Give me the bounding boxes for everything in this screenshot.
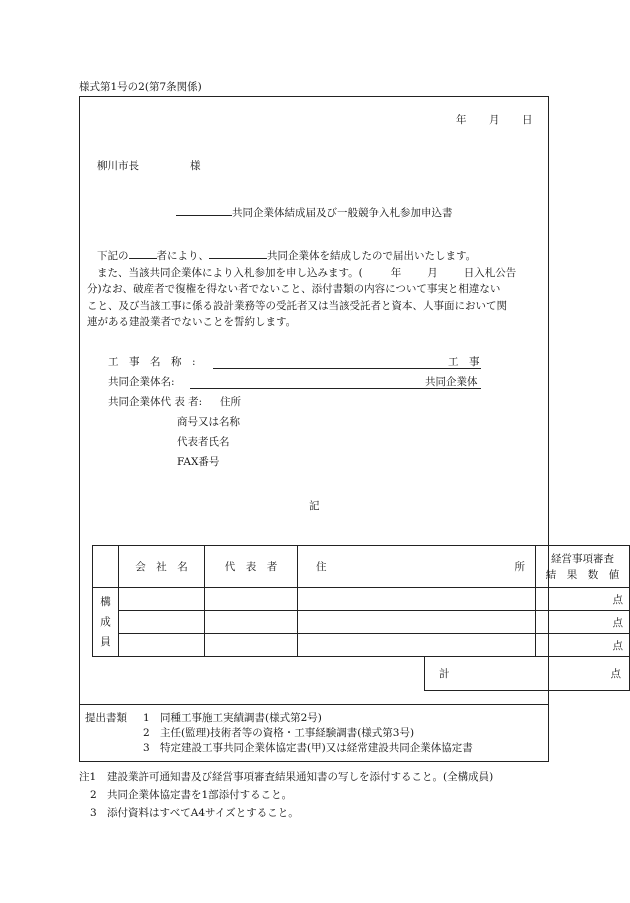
note-no-2: 2 <box>90 789 97 801</box>
rep-address-label: 住所 <box>220 396 241 408</box>
body-line1b: 者により、 <box>156 250 209 262</box>
note-item-3: 添付資料はすべてA4サイズとすること。 <box>107 807 299 819</box>
body-blank-count[interactable] <box>129 249 157 259</box>
project-name-label: 工 事 名 称 : <box>108 356 196 368</box>
company-cell[interactable] <box>119 634 205 657</box>
score-cell[interactable]: 点 <box>536 588 630 611</box>
jv-name-suffix: 共同企業体 <box>425 376 478 388</box>
attachment-item-1: 同種工事施工実績調書(様式第2号) <box>160 712 322 724</box>
notes-label: 注1 <box>79 771 97 783</box>
rep-fax-label: FAX番号 <box>177 456 220 468</box>
header-address-left: 住 <box>316 561 327 573</box>
title-blank[interactable] <box>176 206 232 216</box>
attachment-no-2: 2 <box>143 727 150 739</box>
body-line3: 分)なお、破産者で復権を得ない者でないこと、添付書類の内容について事実と相違ない <box>87 283 501 295</box>
total-row <box>93 657 630 691</box>
representative-cell[interactable] <box>205 634 298 657</box>
member-label: 構 成 員 <box>93 588 119 657</box>
total-label: 計 <box>439 668 450 680</box>
note-item-2: 共同企業体協定書を1部添付すること。 <box>107 789 293 801</box>
body-line2a: また、当該共同企業体により入札参加を申し込みます。( <box>97 266 363 279</box>
address-cell[interactable] <box>298 588 536 611</box>
score-cell[interactable]: 点 <box>536 634 630 657</box>
total-cell[interactable] <box>425 657 630 691</box>
representative-cell[interactable] <box>205 611 298 634</box>
company-cell[interactable] <box>119 611 205 634</box>
rep-label: 共同企業体代 表 者: <box>108 396 203 408</box>
attachment-no-1: 1 <box>143 712 150 724</box>
date-month: 月 <box>489 114 500 126</box>
note-no-3: 3 <box>90 807 97 819</box>
header-score <box>536 546 630 588</box>
address-cell[interactable] <box>298 634 536 657</box>
attachment-no-3: 3 <box>143 742 150 754</box>
table-row <box>93 634 630 657</box>
project-name-line[interactable] <box>213 368 481 369</box>
body-paragraph <box>87 248 547 331</box>
body-line2-month: 月 <box>427 266 438 279</box>
company-cell[interactable] <box>119 588 205 611</box>
header-address <box>298 546 536 588</box>
date-day: 日 <box>522 114 533 126</box>
members-table <box>92 545 630 691</box>
jv-name-label: 共同企業体名: <box>108 376 175 388</box>
attachments-label: 提出書類 <box>85 712 127 724</box>
header-score-line1: 経営事項審査 <box>551 552 614 565</box>
date-year: 年 <box>456 114 467 126</box>
address-cell[interactable] <box>298 611 536 634</box>
addressee-honorific: 様 <box>190 160 201 172</box>
table-row <box>93 611 630 634</box>
document-title <box>176 206 453 219</box>
body-line1a: 下記の <box>97 250 129 262</box>
body-line2-year: 年 <box>390 266 402 279</box>
body-line5: 連がある建設業者でないことを誓約します。 <box>87 316 297 328</box>
note-item-1: 建設業許可通知書及び経営事項審査結果通知書の写しを添付すること。(全構成員) <box>107 771 494 783</box>
table-row <box>93 588 630 611</box>
title-text: 共同企業体結成届及び一般競争入札参加申込書 <box>232 207 453 219</box>
rep-company-label: 商号又は名称 <box>177 416 240 428</box>
body-blank-jv[interactable] <box>209 249 267 259</box>
body-line4: こと、及び当該工事に係る設計業務等の受託者又は当該受託者と資本、人事面において関 <box>87 299 507 312</box>
jv-name-line[interactable] <box>190 388 481 389</box>
ki-label: 記 <box>309 500 320 512</box>
header-address-right: 所 <box>514 561 525 573</box>
project-name-suffix: 工 事 <box>448 356 480 368</box>
header-score-line2: 結 果 数 値 <box>545 568 620 581</box>
score-cell[interactable]: 点 <box>536 611 630 634</box>
representative-cell[interactable] <box>205 588 298 611</box>
total-point: 点 <box>610 668 621 680</box>
attachment-item-3: 特定建設工事共同企業体協定書(甲)又は経常建設共同企業体協定書 <box>160 742 473 754</box>
rep-name-label: 代表者氏名 <box>177 436 230 448</box>
header-representative: 代 表 者 <box>205 546 298 588</box>
attachment-item-2: 主任(監理)技術者等の資格・工事経験調書(様式第3号) <box>160 727 415 739</box>
body-line2-day: 日入札公告 <box>463 266 517 279</box>
addressee-name: 柳川市長 <box>97 160 139 172</box>
header-company: 会 社 名 <box>119 546 205 588</box>
form-number: 様式第1号の2(第7条関係) <box>79 81 202 93</box>
body-line1c: 共同企業体を結成したので届出いたします。 <box>267 250 477 262</box>
